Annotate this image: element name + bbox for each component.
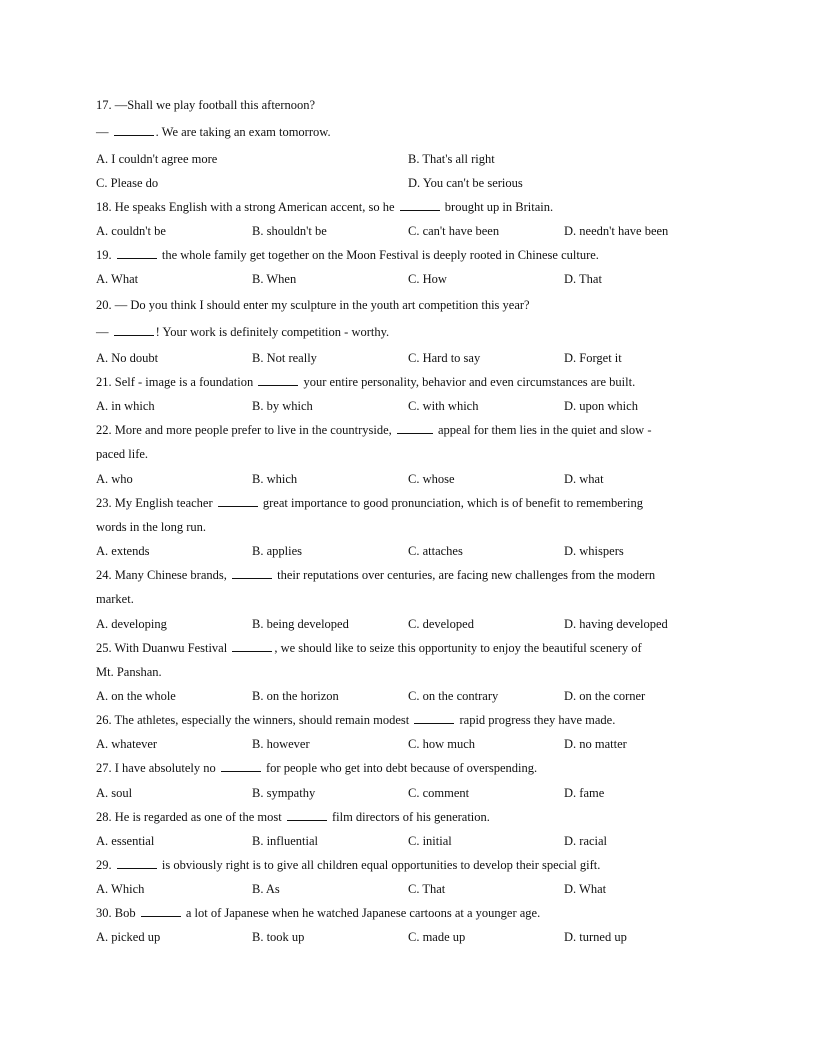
answer-blank (117, 857, 157, 869)
stem-text: is obviously right is to give all children equal opportunities to develop their special gift. (158, 858, 601, 872)
q20-option-d: D. Forget it (564, 351, 622, 365)
q18-option-d: D. needn't have been (564, 224, 669, 238)
reply-text: . We are taking an exam tomorrow. (155, 125, 331, 139)
question-25-stem (96, 640, 726, 656)
q27-option-a: A. soul (96, 786, 133, 800)
stem-text: 24. Many Chinese brands, (96, 568, 231, 582)
q19-option-d: D. That (564, 272, 602, 286)
question-28-stem (96, 809, 726, 825)
stem-text: 27. I have absolutely no (96, 761, 219, 775)
q25-option-d: D. on the corner (564, 689, 646, 703)
answer-blank (117, 247, 157, 259)
q21-option-c: C. with which (408, 399, 479, 413)
answer-blank (221, 760, 261, 772)
question-22-stem-line2: paced life. (96, 447, 149, 461)
q29-option-a: A. Which (96, 882, 145, 896)
answer-blank (397, 422, 433, 434)
question-27-stem (96, 760, 726, 776)
stem-text: 26. The athletes, especially the winners, should remain modest (96, 713, 413, 727)
q26-option-c: C. how much (408, 737, 476, 751)
q22-option-b: B. which (252, 472, 298, 486)
question-23-stem-line2: words in the long run. (96, 520, 207, 534)
q29-option-d: D. What (564, 882, 607, 896)
stem-text: 25. With Duanwu Festival (96, 641, 231, 655)
stem-text: 29. (96, 858, 115, 872)
q28-option-a: A. essential (96, 834, 155, 848)
q23-option-a: A. extends (96, 544, 150, 558)
answer-blank (258, 374, 298, 386)
q25-option-a: A. on the whole (96, 689, 176, 703)
answer-blank (232, 640, 272, 652)
stem-text: for people who get into debt because of overspending. (262, 761, 538, 775)
q18-option-c: C. can't have been (408, 224, 500, 238)
q19-option-a: A. What (96, 272, 139, 286)
reply-dash: — (96, 325, 112, 339)
stem-text: 30. Bob (96, 906, 139, 920)
q21-option-d: D. upon which (564, 399, 638, 413)
q23-option-d: D. whispers (564, 544, 624, 558)
stem-text: 23. My English teacher (96, 496, 216, 510)
q29-option-c: C. That (408, 882, 446, 896)
q26-option-b: B. however (252, 737, 310, 751)
q30-option-b: B. took up (252, 930, 305, 944)
question-29-stem (96, 857, 726, 873)
q17-option-b: B. That's all right (408, 152, 495, 166)
stem-text: 19. (96, 248, 115, 262)
answer-blank (141, 905, 181, 917)
question-18-stem (96, 199, 726, 215)
stem-text: 28. He is regarded as one of the most (96, 810, 285, 824)
answer-blank (287, 809, 327, 821)
q20-option-c: C. Hard to say (408, 351, 481, 365)
answer-blank (218, 495, 258, 507)
stem-text: brought up in Britain. (441, 200, 554, 214)
q17-option-c: C. Please do (96, 176, 159, 190)
stem-text: 18. He speaks English with a strong American accent, so he (96, 200, 398, 214)
q20-option-b: B. Not really (252, 351, 317, 365)
q30-option-a: A. picked up (96, 930, 161, 944)
stem-text: great importance to good pronunciation, which is of benefit to remembering (259, 496, 643, 510)
q21-option-b: B. by which (252, 399, 313, 413)
stem-text: appeal for them lies in the quiet and slow - (434, 423, 652, 437)
q19-option-c: C. How (408, 272, 447, 286)
stem-text: , we should like to seize this opportunity to enjoy the beautiful scenery of (274, 641, 642, 655)
question-25-stem-line2: Mt. Panshan. (96, 665, 162, 679)
stem-text: your entire personality, behavior and even circumstances are built. (300, 375, 636, 389)
q18-option-b: B. shouldn't be (252, 224, 327, 238)
question-22-stem (96, 422, 726, 438)
q19-option-b: B. When (252, 272, 297, 286)
q17-option-a: A. I couldn't agree more (96, 152, 218, 166)
reply-text: ! Your work is definitely competition - worthy. (155, 325, 390, 339)
answer-blank (232, 567, 272, 579)
q26-option-a: A. whatever (96, 737, 158, 751)
q22-option-a: A. who (96, 472, 133, 486)
q20-option-a: A. No doubt (96, 351, 159, 365)
question-24-stem (96, 567, 726, 583)
q27-option-b: B. sympathy (252, 786, 316, 800)
q25-option-b: B. on the horizon (252, 689, 339, 703)
answer-blank (114, 124, 154, 136)
question-20-reply (96, 324, 726, 340)
stem-text: 21. Self - image is a foundation (96, 375, 257, 389)
q21-option-a: A. in which (96, 399, 155, 413)
q27-option-d: D. fame (564, 786, 605, 800)
q23-option-c: C. attaches (408, 544, 463, 558)
answer-blank (114, 324, 154, 336)
q22-option-d: D. what (564, 472, 604, 486)
stem-text: the whole family get together on the Moon Festival is deeply rooted in Chinese culture. (158, 248, 599, 262)
q30-option-d: D. turned up (564, 930, 627, 944)
q18-option-a: A. couldn't be (96, 224, 166, 238)
question-17-stem: 17. —Shall we play football this afternoon? (96, 98, 316, 112)
q24-option-b: B. being developed (252, 617, 349, 631)
q26-option-d: D. no matter (564, 737, 627, 751)
q30-option-c: C. made up (408, 930, 466, 944)
question-26-stem (96, 712, 726, 728)
q24-option-a: A. developing (96, 617, 167, 631)
q25-option-c: C. on the contrary (408, 689, 499, 703)
q22-option-c: C. whose (408, 472, 455, 486)
answer-blank (414, 712, 454, 724)
question-19-stem (96, 247, 726, 263)
q28-option-d: D. racial (564, 834, 608, 848)
stem-text: rapid progress they have made. (456, 713, 616, 727)
question-17-reply (96, 124, 726, 140)
q24-option-d: D. having developed (564, 617, 668, 631)
stem-text: their reputations over centuries, are facing new challenges from the modern (274, 568, 656, 582)
answer-blank (400, 199, 440, 211)
question-30-stem (96, 905, 726, 921)
q28-option-c: C. initial (408, 834, 452, 848)
question-24-stem-line2: market. (96, 592, 134, 606)
question-21-stem (96, 374, 726, 390)
question-23-stem (96, 495, 726, 511)
q28-option-b: B. influential (252, 834, 318, 848)
q23-option-b: B. applies (252, 544, 302, 558)
stem-text: a lot of Japanese when he watched Japanese cartoons at a younger age. (182, 906, 541, 920)
q17-option-d: D. You can't be serious (408, 176, 523, 190)
stem-text: 22. More and more people prefer to live in the countryside, (96, 423, 395, 437)
q24-option-c: C. developed (408, 617, 474, 631)
q29-option-b: B. As (252, 882, 280, 896)
reply-dash: — (96, 125, 112, 139)
q27-option-c: C. comment (408, 786, 470, 800)
question-20-stem: 20. — Do you think I should enter my sculpture in the youth art competition this year? (96, 298, 530, 312)
stem-text: film directors of his generation. (328, 810, 490, 824)
